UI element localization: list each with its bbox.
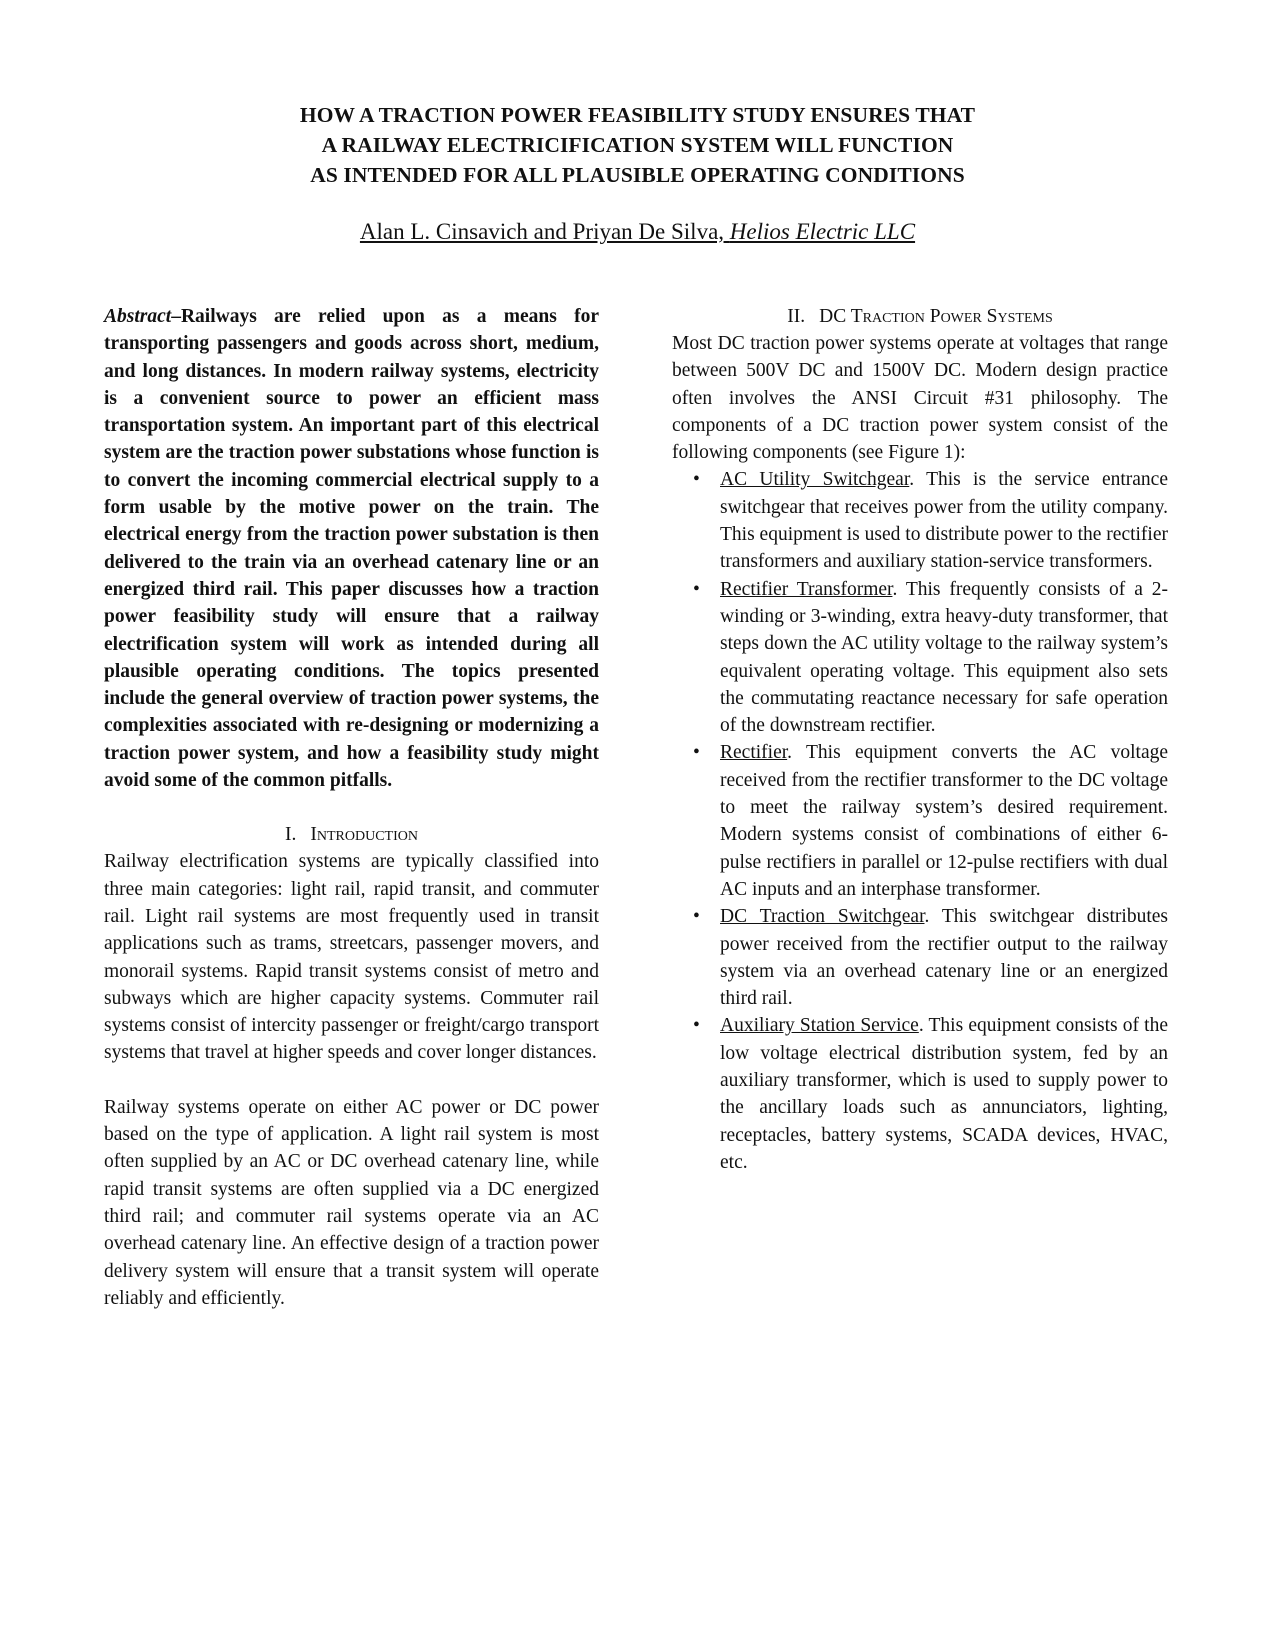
abstract-label: Abstract	[104, 306, 172, 327]
list-item-term: Rectifier	[720, 742, 788, 764]
bullet-icon: •	[693, 906, 700, 928]
list-item-term: DC Traction Switchgear	[720, 906, 925, 928]
bullet-icon: •	[693, 742, 700, 764]
list-item	[672, 1012, 1168, 1176]
list-item	[672, 739, 1168, 903]
title-line-2: A RAILWAY ELECTRICIFICATION SYSTEM WILL FUNCTION	[321, 133, 954, 157]
list-item-term: Rectifier Transformer	[720, 578, 893, 600]
section-1-number: I.	[285, 824, 297, 846]
list-item-text: . This equipment converts the AC voltage received from the rectifier transformer to the DC voltage to meet the railway system’s desired requirement. Modern systems consist of combinations of either 6-pulse rectifiers in parallel or 12-pulse rectifiers with dual AC inputs and an interphase transformer.	[720, 742, 1168, 900]
abstract-dash: –	[171, 306, 181, 327]
section-2-intro: Most DC traction power systems operate at voltages that range between 500V DC and 1500V DC. Modern design practice often involves the ANSI Circuit #31 philosophy. The components of a DC traction power system consist of the following components (see Figure 1):	[672, 333, 1168, 464]
section-1-title: Introduction	[310, 824, 418, 846]
section-1-paragraph-1: Railway electrification systems are typically classified into three main categories: light rail, rapid transit, and commuter rail. Light rail systems are most frequently used in transit applications such as trams, streetcars, passenger movers, and monorail systems. Rapid transit systems consist of metro and subways which are higher capacity systems. Commuter rail systems consist of intercity passenger or freight/cargo transport systems that travel at higher speeds and cover longer distances.	[104, 851, 599, 1064]
bullet-icon: •	[693, 578, 700, 600]
abstract-text: Railways are relied upon as a means for transporting passengers and goods across short, medium, and long distances. In modern railway systems, electricity is a convenient source to power an efficient mass transportation system. An important part of this electrical system are the traction power substations whose function is to convert the incoming commercial electrical supply to a form usable by the motive power on the train. The electrical energy from the traction power substation is then delivered to the train via an overhead catenary line or an energized third rail. This paper discusses how a traction power feasibility study will ensure that a railway electrification system will work as intended during all plausible operating conditions. The topics presented include the general overview of traction power systems, the complexities associated with re-designing or modernizing a traction power system, and how a feasibility study might avoid some of the common pitfalls.	[104, 306, 599, 792]
list-item-text: . This switchgear distributes power received from the rectifier output to the railway system via an overhead catenary line or an energized third rail.	[720, 906, 1168, 1010]
list-item-text: . This frequently consists of a 2-winding or 3-winding, extra heavy-duty transformer, that steps down the AC utility voltage to the railway system’s equivalent operating voltage. This equipment also sets the commutating reactance necessary for safe operation of the downstream rectifier.	[720, 578, 1168, 737]
section-1-paragraph-2: Railway systems operate on either AC power or DC power based on the type of application. A light rail system is most often supplied by an AC or DC overhead catenary line, while rapid transit systems are often supplied via a DC energized third rail; and commuter rail systems operate via an AC overhead catenary line. An effective design of a traction power delivery system will ensure that a transit system will operate reliably and efficiently.	[104, 1096, 599, 1309]
list-item-term: Auxiliary Station Service	[720, 1015, 919, 1037]
paper-title	[0, 100, 1275, 190]
abstract	[104, 303, 599, 794]
author-names: Alan L. Cinsavich and Priyan De Silva, Helios Electric LLC	[359, 219, 916, 244]
right-column	[672, 303, 1168, 1176]
bullet-icon: •	[693, 469, 700, 491]
list-item-term: AC Utility Switchgear	[720, 469, 910, 491]
bullet-icon: •	[693, 1015, 700, 1037]
author-affiliation: Helios Electric LLC	[729, 219, 916, 244]
component-list	[672, 466, 1168, 1176]
section-2-heading	[672, 303, 1168, 330]
author-line	[0, 217, 1275, 247]
title-line-3: AS INTENDED FOR ALL PLAUSIBLE OPERATING CONDITIONS	[310, 163, 965, 187]
list-item	[672, 903, 1168, 1012]
list-item	[672, 576, 1168, 740]
list-item	[672, 466, 1168, 575]
left-column	[104, 303, 599, 1312]
list-item-text: . This is the service entrance switchgear that receives power from the utility company. This equipment is used to distribute power to the rectifier transformers and auxiliary station-service transformers.	[720, 469, 1168, 573]
list-item-text: . This equipment consists of the low voltage electrical distribution system, fed by an auxiliary transformer, which is used to supply power to the ancillary loads such as annunciators, lighting, receptacles, battery systems, SCADA devices, HVAC, etc.	[720, 1015, 1168, 1173]
section-2-number: II.	[787, 306, 806, 327]
section-1-heading	[104, 821, 599, 848]
title-line-1: HOW A TRACTION POWER FEASIBILITY STUDY ENSURES THAT	[299, 103, 976, 127]
section-2-title: DC Traction Power Systems	[819, 306, 1053, 327]
